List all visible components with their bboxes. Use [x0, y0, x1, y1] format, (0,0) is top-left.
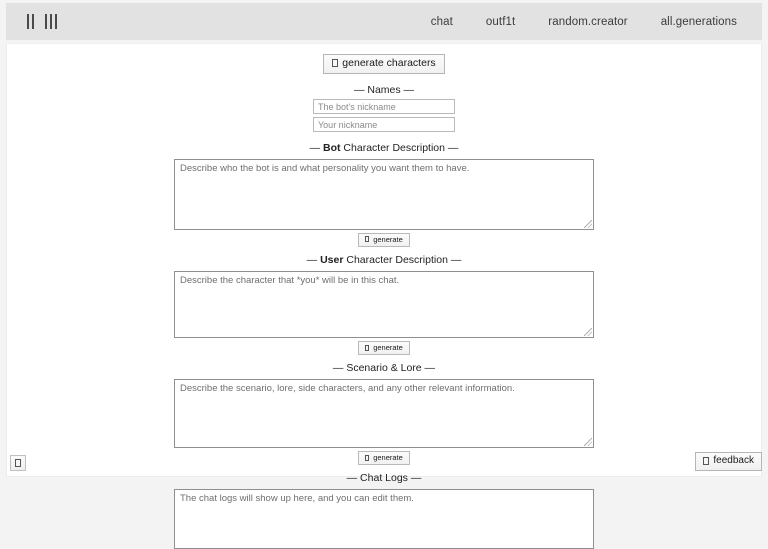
label-prefix: — — [306, 254, 321, 267]
feedback-button[interactable] — [695, 452, 762, 471]
nav-link-all-generations[interactable]: all.generations — [660, 15, 737, 28]
user-description-textarea-holder — [174, 271, 594, 338]
chat-logs-field — [174, 489, 594, 549]
generate-characters-button[interactable] — [323, 54, 444, 74]
user-description-section-label — [7, 254, 761, 267]
primary-nav — [431, 16, 737, 28]
bot-description-section-label — [7, 142, 761, 155]
names-section-label: — Names — — [353, 83, 415, 96]
user-nickname-input[interactable] — [313, 117, 455, 132]
tofu-glyph-icon — [365, 345, 369, 351]
app-header — [6, 3, 762, 40]
scenario-section-label: — Scenario & Lore — — [332, 362, 436, 375]
generate-characters-row — [7, 54, 761, 74]
scenario-generate-row — [7, 451, 761, 466]
logo-bar — [45, 14, 47, 29]
names-fields — [313, 99, 455, 132]
scenario-textarea-holder — [174, 379, 594, 448]
logo-bar — [27, 14, 29, 29]
nav-link-chat[interactable]: chat — [430, 15, 453, 28]
generate-characters-label: generate characters — [342, 57, 436, 69]
spacer — [7, 247, 761, 254]
tofu-glyph-icon — [332, 59, 338, 67]
logo-bar — [32, 14, 34, 29]
user-description-field — [174, 271, 594, 338]
bot-description-textarea-holder — [174, 159, 594, 230]
chat-logs-textarea-holder — [174, 489, 594, 549]
tofu-glyph-icon — [365, 236, 369, 242]
form-container — [7, 44, 761, 549]
label-strong: Bot — [323, 142, 341, 155]
bot-generate-row — [7, 233, 761, 248]
content-panel — [6, 43, 762, 485]
bot-generate-label: generate — [373, 234, 403, 244]
user-generate-button[interactable] — [358, 341, 410, 356]
tofu-glyph-icon — [15, 459, 21, 467]
barcode-logo-icon[interactable] — [27, 14, 57, 30]
user-generate-label: generate — [373, 342, 403, 352]
user-description-textarea[interactable] — [174, 271, 594, 338]
spacer — [7, 132, 761, 142]
scenario-generate-label: generate — [373, 452, 403, 462]
chat-logs-textarea[interactable] — [174, 489, 594, 549]
label-strong: User — [320, 254, 344, 267]
bot-description-field — [174, 159, 594, 230]
label-suffix: Character Description — — [340, 142, 459, 155]
spacer — [7, 74, 761, 84]
scenario-field — [174, 379, 594, 448]
logo-bar — [50, 14, 52, 29]
label-prefix: — — [309, 142, 324, 155]
nav-link-outf1t[interactable]: outf1t — [485, 15, 516, 28]
feedback-label: feedback — [713, 455, 754, 466]
bot-generate-button[interactable] — [358, 233, 410, 248]
scenario-textarea[interactable] — [174, 379, 594, 448]
bot-nickname-input[interactable] — [313, 99, 455, 114]
logo-bar — [55, 14, 57, 29]
nav-link-random-creator[interactable]: random.creator — [548, 15, 628, 28]
user-generate-row — [7, 341, 761, 356]
tofu-glyph-icon — [703, 457, 709, 465]
label-suffix: Character Description — — [343, 254, 462, 267]
spacer — [7, 465, 761, 472]
tofu-glyph-icon — [365, 455, 369, 461]
bot-description-textarea[interactable] — [174, 159, 594, 230]
settings-corner-button[interactable] — [10, 455, 26, 471]
scenario-generate-button[interactable] — [358, 451, 410, 466]
chat-logs-section-label: — Chat Logs — — [346, 472, 422, 485]
spacer — [7, 355, 761, 362]
